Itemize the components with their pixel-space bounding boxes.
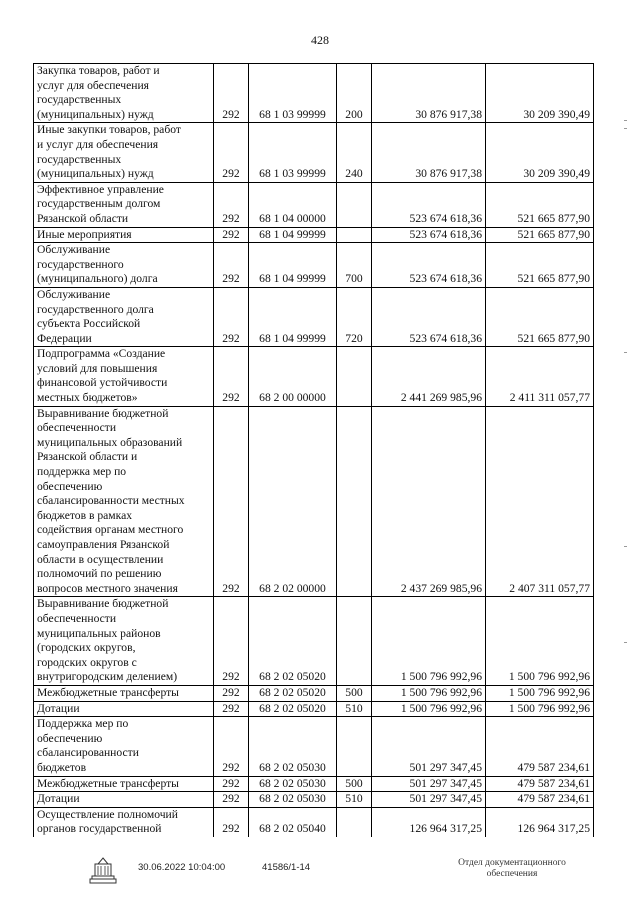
row-csr-cell: 68 2 00 00000 bbox=[249, 347, 337, 406]
row-name-line: муниципальных районов bbox=[37, 626, 161, 640]
row-name-line: Дотации bbox=[37, 792, 80, 806]
row-name-line: Поддержка мер по bbox=[37, 717, 129, 731]
row-value-2022-cell: 523 674 618,36 bbox=[372, 287, 486, 346]
row-vr-cell bbox=[337, 406, 372, 597]
table-row bbox=[34, 701, 594, 717]
table-row bbox=[34, 64, 594, 123]
row-code-cell: 292 bbox=[214, 792, 249, 808]
row-name-line: условий для повышения bbox=[37, 361, 158, 375]
row-value-2022-cell: 1 500 796 992,96 bbox=[372, 685, 486, 701]
row-value-2022-cell: 126 964 317,25 bbox=[372, 807, 486, 837]
row-vr-cell bbox=[337, 597, 372, 686]
row-value-2022-cell: 1 500 796 992,96 bbox=[372, 701, 486, 717]
row-name-line: Выравнивание бюджетной bbox=[37, 597, 169, 611]
row-name-line: Выравнивание бюджетной bbox=[37, 406, 169, 420]
row-value-2022-cell: 501 297 347,45 bbox=[372, 776, 486, 792]
row-value-2022-cell: 501 297 347,45 bbox=[372, 717, 486, 776]
row-name-line: услуг для обеспечения bbox=[37, 78, 149, 92]
row-name-line: (городских округов, bbox=[37, 641, 136, 655]
row-name-line: государственным долгом bbox=[37, 197, 161, 211]
row-name-line: полномочий по решению bbox=[37, 567, 162, 581]
row-name-line: обеспечению bbox=[37, 479, 103, 493]
row-value-2023-cell: 479 587 234,61 bbox=[486, 776, 594, 792]
row-name-cell bbox=[34, 776, 214, 792]
row-code-cell: 292 bbox=[214, 717, 249, 776]
row-name-line: муниципальных образований bbox=[37, 435, 183, 449]
row-vr-cell bbox=[337, 227, 372, 243]
row-value-2023-cell: 1 500 796 992,96 bbox=[486, 701, 594, 717]
footer-department bbox=[432, 858, 592, 880]
row-code-cell: 292 bbox=[214, 776, 249, 792]
row-name-cell bbox=[34, 685, 214, 701]
row-name-line: содействия органам местного bbox=[37, 523, 184, 537]
row-value-2023-cell: 521 665 877,90 bbox=[486, 227, 594, 243]
row-csr-cell: 68 2 02 05040 bbox=[249, 807, 337, 837]
row-name-line: Федерации bbox=[37, 331, 92, 345]
row-vr-cell bbox=[337, 807, 372, 837]
row-csr-cell: 68 1 04 99999 bbox=[249, 287, 337, 346]
table-row bbox=[34, 807, 594, 837]
row-vr-cell bbox=[337, 717, 372, 776]
row-name-line: бюджетов bbox=[37, 760, 87, 774]
row-value-2022-cell: 2 441 269 985,96 bbox=[372, 347, 486, 406]
row-csr-cell: 68 1 03 99999 bbox=[249, 123, 337, 182]
row-name-line: вопросов местного значения bbox=[37, 581, 178, 595]
row-name-cell bbox=[34, 701, 214, 717]
budget-table bbox=[33, 63, 594, 837]
row-value-2023-cell: 126 964 317,25 bbox=[486, 807, 594, 837]
margin-mark bbox=[624, 642, 627, 643]
row-name-line: Осуществление полномочий bbox=[37, 807, 178, 821]
row-name-cell bbox=[34, 347, 214, 406]
row-name-line: обеспеченности bbox=[37, 611, 117, 625]
row-code-cell: 292 bbox=[214, 406, 249, 597]
row-name-cell bbox=[34, 182, 214, 227]
row-name-line: государственных bbox=[37, 93, 122, 107]
row-vr-cell: 700 bbox=[337, 243, 372, 288]
row-vr-cell: 500 bbox=[337, 685, 372, 701]
row-csr-cell: 68 2 02 05030 bbox=[249, 792, 337, 808]
row-name-line: Обслуживание bbox=[37, 243, 111, 257]
row-vr-cell: 720 bbox=[337, 287, 372, 346]
row-code-cell: 292 bbox=[214, 182, 249, 227]
row-name-line: поддержка мер по bbox=[37, 465, 127, 479]
row-name-line: городских округов с bbox=[37, 655, 137, 669]
row-name-line: Иные мероприятия bbox=[37, 227, 132, 241]
row-name-cell bbox=[34, 406, 214, 597]
row-value-2022-cell: 523 674 618,36 bbox=[372, 227, 486, 243]
row-name-cell bbox=[34, 243, 214, 288]
row-name-line: Подпрограмма «Создание bbox=[37, 347, 166, 361]
row-value-2023-cell: 521 665 877,90 bbox=[486, 243, 594, 288]
row-value-2022-cell: 523 674 618,36 bbox=[372, 243, 486, 288]
row-value-2023-cell: 1 500 796 992,96 bbox=[486, 685, 594, 701]
footer-department-line: обеспечения bbox=[486, 869, 538, 879]
row-value-2023-cell: 1 500 796 992,96 bbox=[486, 597, 594, 686]
row-name-line: сбалансированности местных bbox=[37, 494, 185, 508]
row-name-line: сбалансированности bbox=[37, 746, 139, 760]
row-value-2022-cell: 501 297 347,45 bbox=[372, 792, 486, 808]
page-number: 428 bbox=[311, 33, 329, 47]
row-code-cell: 292 bbox=[214, 347, 249, 406]
row-name-line: местных бюджетов» bbox=[37, 391, 138, 405]
row-vr-cell: 510 bbox=[337, 792, 372, 808]
row-name-line: Закупка товаров, работ и bbox=[37, 64, 160, 77]
row-name-line: субъекта Российской bbox=[37, 317, 141, 331]
margin-mark bbox=[624, 352, 627, 353]
duma-logo bbox=[86, 855, 120, 885]
row-csr-cell: 68 2 02 05030 bbox=[249, 717, 337, 776]
row-name-cell bbox=[34, 717, 214, 776]
row-code-cell: 292 bbox=[214, 597, 249, 686]
row-value-2022-cell: 2 437 269 985,96 bbox=[372, 406, 486, 597]
table-row bbox=[34, 227, 594, 243]
row-value-2022-cell: 1 500 796 992,96 bbox=[372, 597, 486, 686]
table-row bbox=[34, 776, 594, 792]
row-name-line: Рязанской области и bbox=[37, 450, 138, 464]
margin-mark bbox=[624, 546, 627, 547]
row-value-2023-cell: 30 209 390,49 bbox=[486, 123, 594, 182]
table-row bbox=[34, 287, 594, 346]
table-row bbox=[34, 685, 594, 701]
row-name-line: (муниципального) долга bbox=[37, 272, 158, 286]
row-code-cell: 292 bbox=[214, 685, 249, 701]
table-row bbox=[34, 406, 594, 597]
row-vr-cell bbox=[337, 182, 372, 227]
table-row bbox=[34, 182, 594, 227]
table-row bbox=[34, 597, 594, 686]
row-name-line: Эффективное управление bbox=[37, 182, 164, 196]
row-code-cell: 292 bbox=[214, 243, 249, 288]
row-name-line: финансовой устойчивости bbox=[37, 376, 168, 390]
row-name-cell bbox=[34, 597, 214, 686]
row-value-2023-cell: 2 407 311 057,77 bbox=[486, 406, 594, 597]
row-vr-cell: 500 bbox=[337, 776, 372, 792]
row-name-line: (муниципальных) нужд bbox=[37, 107, 154, 121]
row-name-line: области в осуществлении bbox=[37, 552, 164, 566]
row-value-2023-cell: 30 209 390,49 bbox=[486, 64, 594, 123]
row-vr-cell: 200 bbox=[337, 64, 372, 123]
margin-mark bbox=[624, 128, 627, 129]
table-row bbox=[34, 792, 594, 808]
row-csr-cell: 68 2 02 05020 bbox=[249, 701, 337, 717]
row-vr-cell: 510 bbox=[337, 701, 372, 717]
row-value-2023-cell: 479 587 234,61 bbox=[486, 792, 594, 808]
row-value-2022-cell: 30 876 917,38 bbox=[372, 64, 486, 123]
row-csr-cell: 68 1 04 00000 bbox=[249, 182, 337, 227]
row-vr-cell bbox=[337, 347, 372, 406]
row-code-cell: 292 bbox=[214, 227, 249, 243]
row-name-cell bbox=[34, 227, 214, 243]
row-vr-cell: 240 bbox=[337, 123, 372, 182]
row-csr-cell: 68 1 04 99999 bbox=[249, 243, 337, 288]
row-name-cell bbox=[34, 792, 214, 808]
row-name-line: обеспечению bbox=[37, 731, 103, 745]
row-name-line: Иные закупки товаров, работ bbox=[37, 123, 181, 137]
row-name-cell bbox=[34, 64, 214, 123]
margin-mark bbox=[624, 120, 627, 121]
row-name-line: государственного bbox=[37, 257, 124, 271]
row-name-line: Обслуживание bbox=[37, 287, 111, 301]
row-name-cell bbox=[34, 807, 214, 837]
row-name-line: внутригородским делением) bbox=[37, 670, 178, 684]
row-value-2023-cell: 521 665 877,90 bbox=[486, 287, 594, 346]
row-code-cell: 292 bbox=[214, 123, 249, 182]
table-row bbox=[34, 243, 594, 288]
row-csr-cell: 68 2 02 00000 bbox=[249, 406, 337, 597]
row-name-line: государственного долга bbox=[37, 302, 154, 316]
row-code-cell: 292 bbox=[214, 701, 249, 717]
footer-datetime: 30.06.2022 10:04:00 bbox=[138, 862, 226, 873]
table-row bbox=[34, 347, 594, 406]
row-name-line: Рязанской области bbox=[37, 211, 129, 225]
budget-table-body bbox=[34, 64, 594, 837]
row-csr-cell: 68 1 03 99999 bbox=[249, 64, 337, 123]
footer-doc-number: 41586/1-14 bbox=[262, 862, 311, 873]
row-value-2023-cell: 521 665 877,90 bbox=[486, 182, 594, 227]
row-name-line: Дотации bbox=[37, 701, 80, 715]
row-name-cell bbox=[34, 123, 214, 182]
row-name-cell bbox=[34, 287, 214, 346]
row-name-line: бюджетов в рамках bbox=[37, 508, 133, 522]
row-name-line: самоуправления Рязанской bbox=[37, 538, 170, 551]
table-row bbox=[34, 717, 594, 776]
row-value-2022-cell: 30 876 917,38 bbox=[372, 123, 486, 182]
row-name-line: органов государственной bbox=[37, 822, 162, 836]
row-name-line: обеспеченности bbox=[37, 421, 117, 435]
row-name-line: государственных bbox=[37, 152, 122, 166]
row-name-line: Межбюджетные трансферты bbox=[37, 776, 179, 790]
row-csr-cell: 68 1 04 99999 bbox=[249, 227, 337, 243]
row-name-line: и услуг для обеспечения bbox=[37, 137, 159, 151]
row-name-line: Межбюджетные трансферты bbox=[37, 685, 179, 699]
row-code-cell: 292 bbox=[214, 807, 249, 837]
row-value-2022-cell: 523 674 618,36 bbox=[372, 182, 486, 227]
table-row bbox=[34, 123, 594, 182]
row-code-cell: 292 bbox=[214, 287, 249, 346]
row-csr-cell: 68 2 02 05020 bbox=[249, 685, 337, 701]
row-csr-cell: 68 2 02 05030 bbox=[249, 776, 337, 792]
row-csr-cell: 68 2 02 05020 bbox=[249, 597, 337, 686]
row-code-cell: 292 bbox=[214, 64, 249, 123]
footer-department-line: Отдел документационного bbox=[458, 858, 566, 868]
row-name-line: (муниципальных) нужд bbox=[37, 167, 154, 181]
row-value-2023-cell: 2 411 311 057,77 bbox=[486, 347, 594, 406]
row-value-2023-cell: 479 587 234,61 bbox=[486, 717, 594, 776]
